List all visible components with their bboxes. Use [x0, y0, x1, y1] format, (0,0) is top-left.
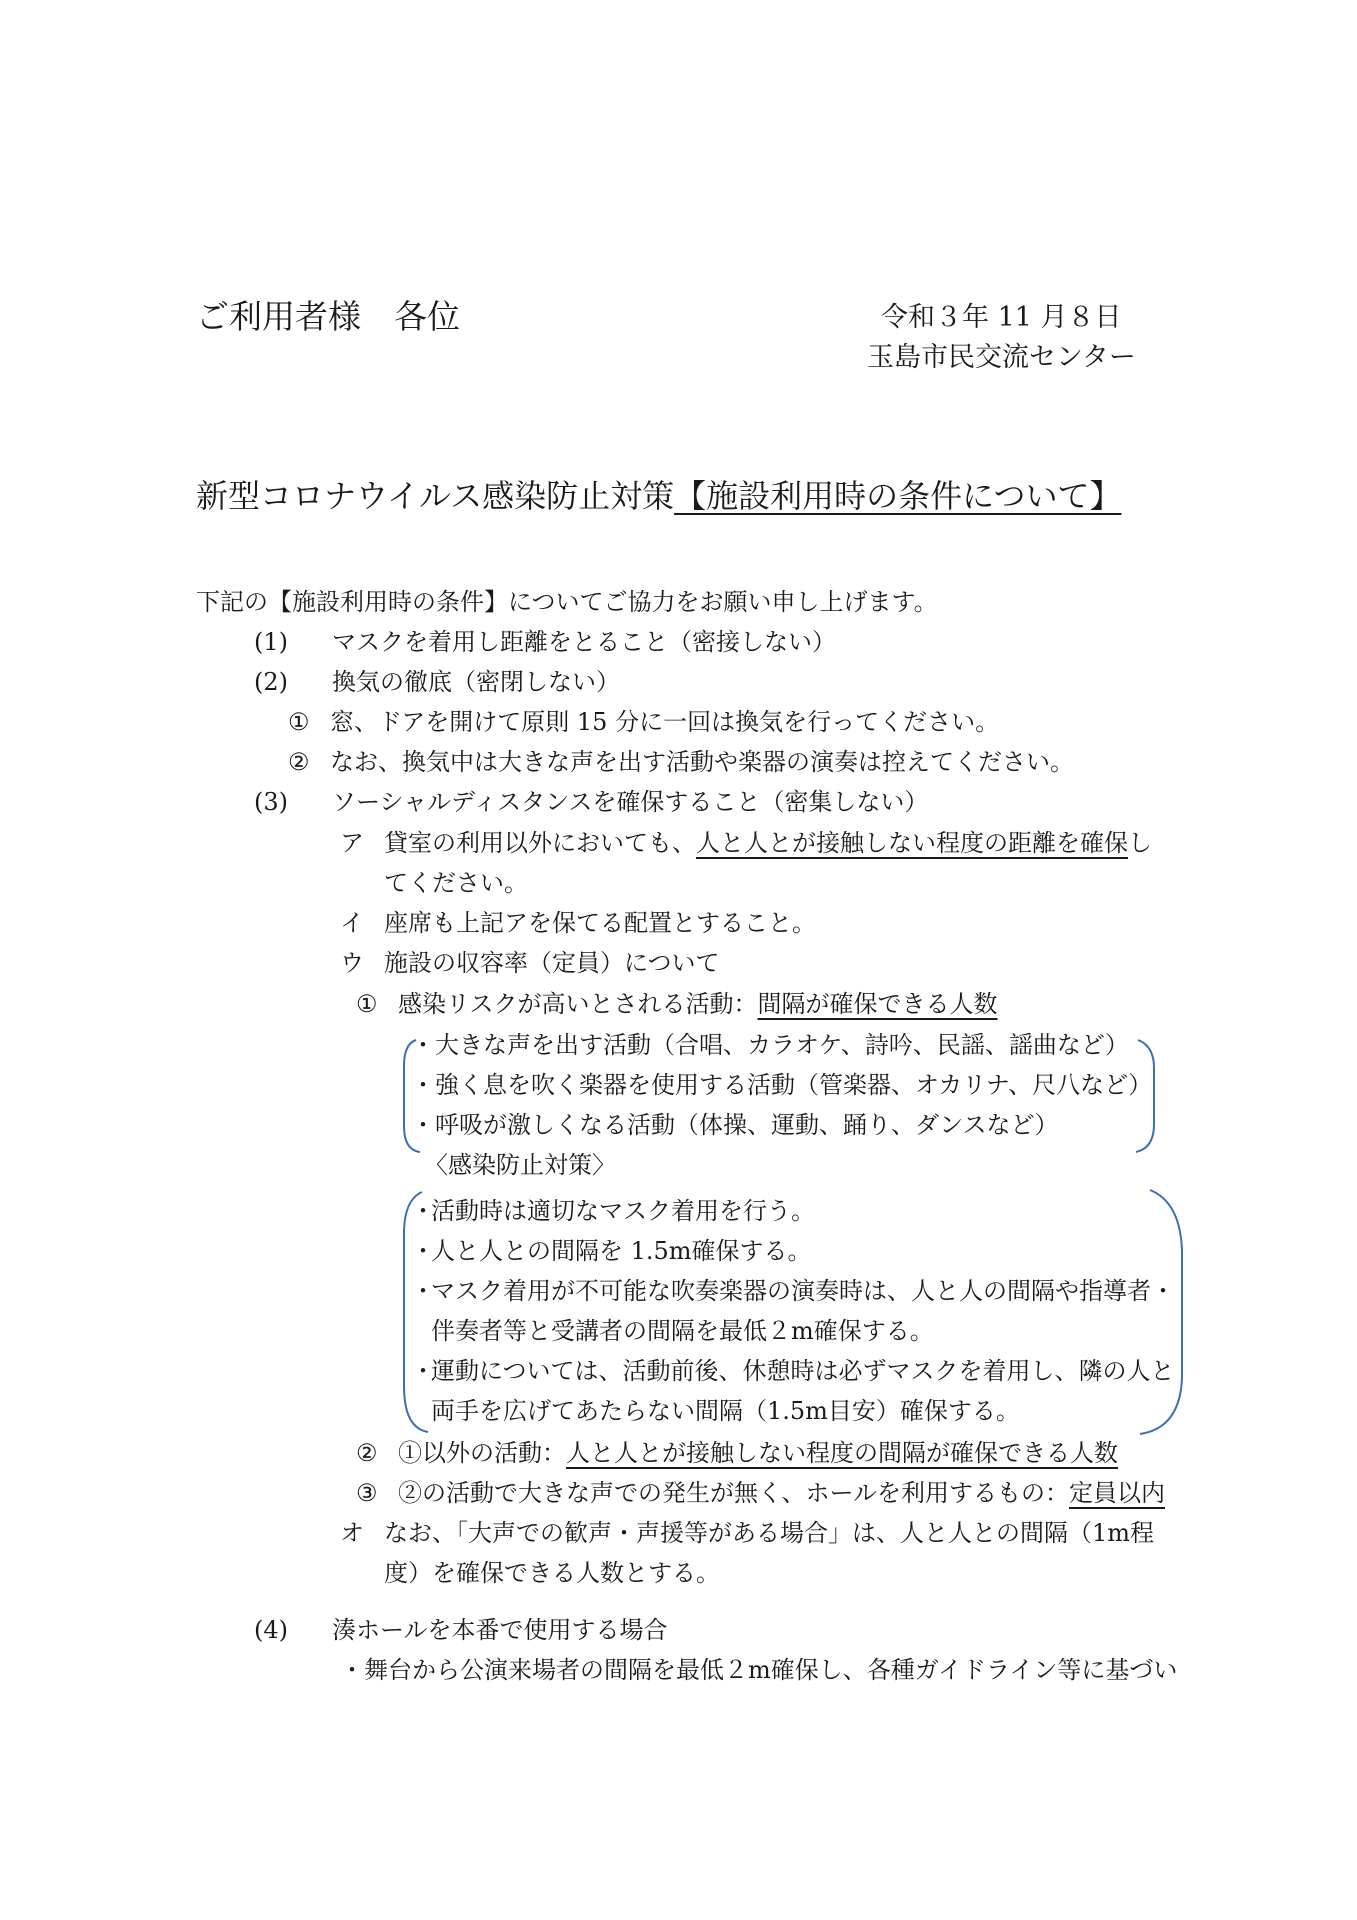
intro-text: 下記の【施設利用時の条件】についてご協力をお願い申し上げます。 — [196, 588, 938, 616]
item-a-line-2: てください。 — [384, 869, 528, 897]
measure-4-line-2: 両手を広げてあたらない間隔（1.5m目安）確保する。 — [431, 1397, 1020, 1425]
item-u-mark: ウ — [340, 949, 364, 977]
title-main: 新型コロナウイルス感染防止対策 — [196, 477, 675, 515]
section-number: (1) — [254, 628, 288, 656]
section-number: (3) — [254, 788, 288, 816]
item-i-text: 座席も上記アを保てる配置とすること。 — [384, 909, 816, 937]
underlined-text: 間隔が確保できる人数 — [757, 990, 998, 1018]
item-o-line-2: 度）を確保できる人数とする。 — [384, 1559, 720, 1587]
section-number: (4) — [254, 1616, 288, 1644]
title-bracketed: 【施設利用時の条件について】 — [674, 477, 1122, 515]
measure-1: ・活動時は適切なマスク着用を行う。 — [411, 1197, 815, 1225]
measures-right-bracket — [1140, 1190, 1182, 1434]
underlined-text: 人と人とが接触しない程度の間隔が確保できる人数 — [566, 1439, 1118, 1467]
section-2-item-1: ① 窓、ドアを開けて原則 15 分に一回は換気を行ってください。 — [288, 708, 1000, 736]
section-text: 湊ホールを本番で使用する場合 — [332, 1616, 668, 1644]
document-title — [196, 477, 1139, 515]
item-o-mark: オ — [340, 1519, 364, 1547]
item-a-line-1: 貸室の利用以外においても、人と人とが接触しない程度の距離を確保し — [384, 829, 1152, 857]
risk-activity-3: ・呼吸が激しくなる活動（体操、運動、踊り、ダンスなど） — [411, 1111, 1059, 1139]
section-2-item-2: ② なお、換気中は大きな声を出す活動や楽器の演奏は控えてください。 — [288, 748, 1074, 776]
underlined-text: 定員以内 — [1069, 1479, 1166, 1507]
measures-heading: 〈感染防止対策〉 — [424, 1151, 616, 1179]
measure-4-line-1: ・運動については、活動前後、休憩時は必ずマスクを着用し、隣の人と — [411, 1357, 1175, 1385]
risk-activity-2: ・強く息を吹く楽器を使用する活動（管楽器、オカリナ、尺八など） — [411, 1071, 1153, 1099]
measures-left-bracket — [404, 1192, 428, 1432]
risk-activity-1: ・大きな声を出す活動（合唱、カラオケ、詩吟、民謡、謡曲など） — [411, 1031, 1129, 1059]
section-4-bullet-1: ・舞台から公演来場者の間隔を最低２m確保し、各種ガイドライン等に基づい — [340, 1656, 1178, 1684]
issuer-name: 玉島市民交流センター — [867, 342, 1136, 373]
section-text: ソーシャルディスタンスを確保すること（密集しない） — [332, 788, 929, 816]
capacity-2: ② ①以外の活動：人と人とが接触しない程度の間隔が確保できる人数 — [356, 1439, 1118, 1467]
document-date: 令和３年 11 月８日 — [881, 302, 1122, 333]
section-2 — [254, 670, 620, 694]
item-o-line-1: なお、「大声での歓声・声援等がある場合」は、人と人との間隔（1m程 — [384, 1519, 1155, 1547]
section-text: 換気の徹底（密閉しない） — [332, 668, 620, 696]
section-1 — [254, 630, 836, 654]
section-number: (2) — [254, 668, 288, 696]
capacity-1: ① 感染リスクが高いとされる活動：間隔が確保できる人数 — [356, 990, 998, 1018]
item-u-text: 施設の収容率（定員）について — [384, 949, 720, 977]
measure-3-line-1: ・マスク着用が不可能な吹奏楽器の演奏時は、人と人の間隔や指導者・ — [411, 1277, 1175, 1305]
addressee: ご利用者様 各位 — [196, 297, 460, 336]
capacity-3: ③ ②の活動で大きな声での発生が無く、ホールを利用するもの：定員以内 — [356, 1479, 1166, 1507]
item-i-mark: イ — [340, 909, 364, 937]
section-4 — [254, 1618, 668, 1642]
section-text: マスクを着用し距離をとること（密接しない） — [332, 628, 836, 656]
measure-3-line-2: 伴奏者等と受講者の間隔を最低２m確保する。 — [431, 1317, 934, 1345]
section-3 — [254, 790, 928, 814]
item-a-mark: ア — [340, 829, 364, 857]
underlined-text: 人と人とが接触しない程度の距離を確保 — [696, 829, 1128, 857]
measure-2: ・人と人との間隔を 1.5m確保する。 — [411, 1237, 812, 1265]
